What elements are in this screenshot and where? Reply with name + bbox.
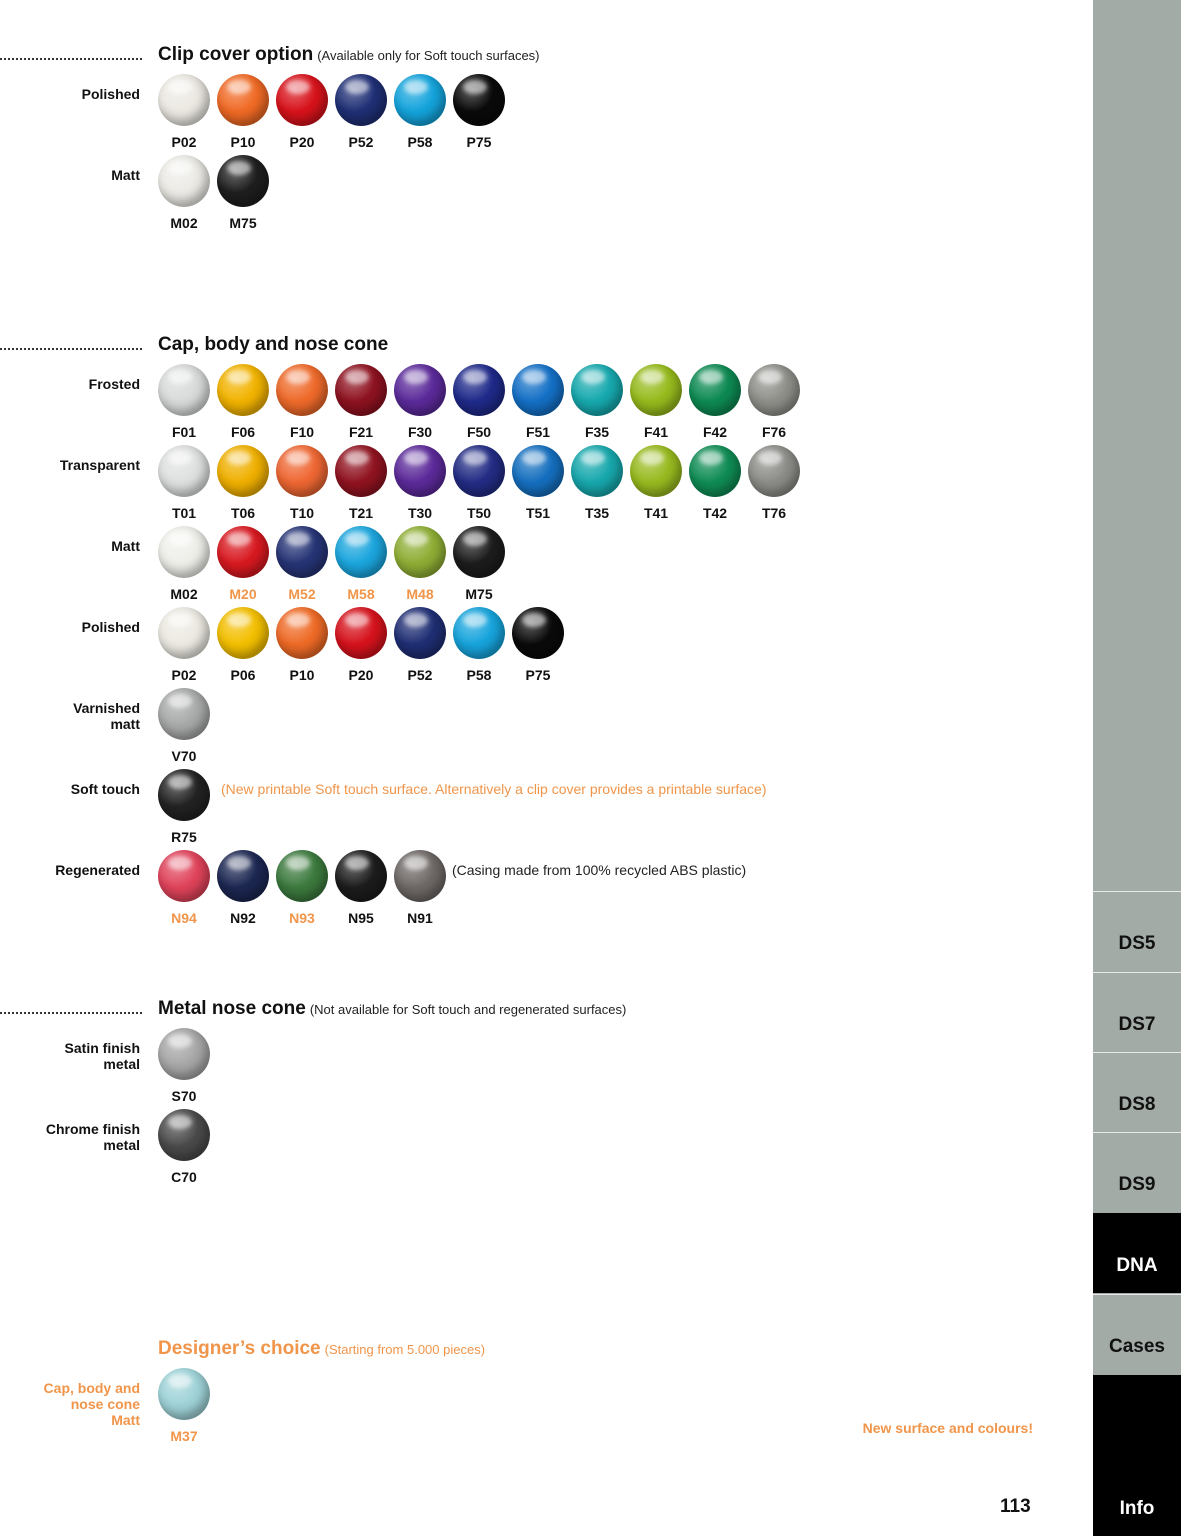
color-code: F51 <box>525 424 551 440</box>
dotted-leader <box>0 348 142 350</box>
row-note: (Casing made from 100% recycled ABS plastic) <box>452 862 747 878</box>
color-ball <box>453 445 505 497</box>
tab-label: DS5 <box>1118 933 1156 954</box>
color-code: P06 <box>230 667 256 683</box>
color-swatch-n94 <box>158 850 217 926</box>
color-swatch-p10 <box>276 607 335 683</box>
color-code: N94 <box>171 910 197 926</box>
color-code: P52 <box>348 134 374 150</box>
section-title: Cap, body and nose cone <box>158 334 389 355</box>
color-swatch-t50 <box>453 445 512 521</box>
swatch-list <box>158 445 807 521</box>
color-code: F50 <box>466 424 492 440</box>
color-ball <box>748 445 800 497</box>
color-ball <box>335 74 387 126</box>
color-swatch-m20 <box>217 526 276 602</box>
color-code: M37 <box>170 1428 198 1444</box>
color-code: F41 <box>643 424 669 440</box>
color-swatch-p10 <box>217 74 276 150</box>
row-label: Transparent <box>59 457 140 473</box>
color-ball <box>335 850 387 902</box>
color-code: P10 <box>230 134 256 150</box>
color-code: P20 <box>289 134 315 150</box>
section-heading <box>158 334 388 356</box>
color-code: N91 <box>407 910 433 926</box>
color-ball <box>217 74 269 126</box>
color-code: P58 <box>407 134 433 150</box>
color-code: P02 <box>171 667 197 683</box>
dotted-leader <box>0 1012 142 1014</box>
color-swatch-f42 <box>689 364 748 440</box>
color-swatch-n92 <box>217 850 276 926</box>
tab-label: Info <box>1119 1498 1155 1519</box>
color-swatch-p20 <box>276 74 335 150</box>
color-swatch-m37 <box>158 1368 217 1444</box>
color-code: F76 <box>761 424 787 440</box>
color-swatch-c70 <box>158 1109 217 1185</box>
swatch-list <box>158 1109 217 1185</box>
color-swatch-p06 <box>217 607 276 683</box>
color-code: M02 <box>170 586 198 602</box>
color-swatch-f35 <box>571 364 630 440</box>
color-ball <box>453 526 505 578</box>
section-title: Clip cover option <box>158 44 314 65</box>
color-ball <box>276 850 328 902</box>
color-swatch-f41 <box>630 364 689 440</box>
color-code: N95 <box>348 910 374 926</box>
color-code: P58 <box>466 667 492 683</box>
tab-dna[interactable] <box>1093 1213 1181 1293</box>
row-label: Regenerated <box>55 862 140 878</box>
color-code: M20 <box>229 586 257 602</box>
color-ball <box>394 850 446 902</box>
swatch-list <box>158 850 453 926</box>
color-ball <box>158 769 210 821</box>
color-swatch-t21 <box>335 445 394 521</box>
tab-ds5[interactable] <box>1093 891 1181 971</box>
color-ball <box>689 364 741 416</box>
color-code: T01 <box>171 505 197 521</box>
color-ball <box>335 445 387 497</box>
color-code: N93 <box>289 910 315 926</box>
color-code: M02 <box>170 215 198 231</box>
tab-label: DS7 <box>1118 1014 1156 1035</box>
color-ball <box>158 850 210 902</box>
row-label: Soft touch <box>70 781 140 797</box>
row-label: Polished <box>81 86 140 102</box>
color-code: T21 <box>348 505 374 521</box>
color-code: M48 <box>406 586 434 602</box>
color-code: P52 <box>407 667 433 683</box>
color-swatch-m58 <box>335 526 394 602</box>
color-ball <box>689 445 741 497</box>
color-swatch-f51 <box>512 364 571 440</box>
color-swatch-f76 <box>748 364 807 440</box>
row-label: Matt <box>111 538 140 554</box>
color-code: T35 <box>584 505 610 521</box>
color-code: T41 <box>643 505 669 521</box>
tab-label: DNA <box>1116 1255 1158 1276</box>
color-code: P75 <box>466 134 492 150</box>
color-code: T06 <box>230 505 256 521</box>
color-swatch-f01 <box>158 364 217 440</box>
row-label: Satin finish metal <box>64 1040 140 1072</box>
section-title: Metal nose cone <box>158 998 306 1019</box>
section-title: Designer’s choice <box>158 1338 321 1359</box>
color-swatch-m48 <box>394 526 453 602</box>
tab-label: Cases <box>1109 1336 1165 1357</box>
color-ball <box>276 445 328 497</box>
tab-ds8[interactable] <box>1093 1052 1181 1132</box>
color-ball <box>453 74 505 126</box>
color-ball <box>335 607 387 659</box>
tab-cases[interactable] <box>1093 1294 1181 1374</box>
color-swatch-f21 <box>335 364 394 440</box>
color-ball <box>217 526 269 578</box>
tab-label: DS8 <box>1118 1094 1156 1115</box>
color-swatch-n95 <box>335 850 394 926</box>
color-swatch-p02 <box>158 74 217 150</box>
dotted-leader <box>0 58 142 60</box>
color-swatch-m52 <box>276 526 335 602</box>
tab-info[interactable] <box>1093 1375 1181 1536</box>
section-note: (Available only for Soft touch surfaces) <box>317 48 540 63</box>
color-ball <box>158 364 210 416</box>
color-code: F21 <box>348 424 374 440</box>
row-note: (New printable Soft touch surface. Alternatively a clip cover provides a printable surface) <box>221 781 767 797</box>
color-ball <box>158 74 210 126</box>
color-ball <box>217 364 269 416</box>
color-swatch-t01 <box>158 445 217 521</box>
color-code: P02 <box>171 134 197 150</box>
swatch-list <box>158 1028 217 1104</box>
color-swatch-p58 <box>394 74 453 150</box>
color-code: P20 <box>348 667 374 683</box>
swatch-list <box>158 1368 217 1444</box>
swatch-list <box>158 74 512 150</box>
swatch-row <box>0 862 1090 943</box>
color-swatch-p52 <box>335 74 394 150</box>
color-swatch-p58 <box>453 607 512 683</box>
color-ball <box>630 445 682 497</box>
color-swatch-p75 <box>453 74 512 150</box>
color-swatch-p20 <box>335 607 394 683</box>
row-label: Varnished matt <box>73 700 140 732</box>
color-ball <box>158 1028 210 1080</box>
row-label: Frosted <box>88 376 140 392</box>
color-swatch-p52 <box>394 607 453 683</box>
color-ball <box>748 364 800 416</box>
color-swatch-p02 <box>158 607 217 683</box>
row-label: Polished <box>81 619 140 635</box>
color-ball <box>394 74 446 126</box>
color-ball <box>512 364 564 416</box>
color-code: C70 <box>171 1169 197 1185</box>
color-swatch-p75 <box>512 607 571 683</box>
color-ball <box>394 445 446 497</box>
color-ball <box>394 364 446 416</box>
section-heading <box>158 44 540 66</box>
color-ball <box>512 607 564 659</box>
swatch-row <box>0 167 1090 248</box>
color-swatch-v70 <box>158 688 217 764</box>
color-ball <box>217 607 269 659</box>
color-ball <box>335 364 387 416</box>
color-swatch-t35 <box>571 445 630 521</box>
color-ball <box>335 526 387 578</box>
color-ball <box>394 526 446 578</box>
swatch-row <box>0 1121 1090 1202</box>
color-ball <box>276 364 328 416</box>
color-ball <box>217 850 269 902</box>
color-code: T30 <box>407 505 433 521</box>
color-code: M58 <box>347 586 375 602</box>
color-code: M75 <box>465 586 493 602</box>
color-ball <box>158 526 210 578</box>
color-code: F42 <box>702 424 728 440</box>
color-ball <box>453 607 505 659</box>
tab-label: DS9 <box>1118 1174 1156 1195</box>
color-swatch-s70 <box>158 1028 217 1104</box>
color-ball <box>158 1368 210 1420</box>
color-ball <box>512 445 564 497</box>
color-swatch-t06 <box>217 445 276 521</box>
color-code: F01 <box>171 424 197 440</box>
color-ball <box>217 445 269 497</box>
color-swatch-n93 <box>276 850 335 926</box>
color-ball <box>158 445 210 497</box>
color-code: F10 <box>289 424 315 440</box>
row-label: Matt <box>111 167 140 183</box>
section-heading <box>158 998 626 1020</box>
swatch-list <box>158 607 571 683</box>
color-swatch-m75 <box>217 155 276 231</box>
color-swatch-t30 <box>394 445 453 521</box>
color-ball <box>453 364 505 416</box>
color-swatch-t76 <box>748 445 807 521</box>
swatch-list <box>158 526 512 602</box>
color-swatch-f30 <box>394 364 453 440</box>
color-code: R75 <box>171 829 197 845</box>
section-heading <box>158 1338 485 1360</box>
color-ball <box>394 607 446 659</box>
color-swatch-f50 <box>453 364 512 440</box>
color-swatch-f06 <box>217 364 276 440</box>
color-swatch-t41 <box>630 445 689 521</box>
row-label: Cap, body and nose cone Matt <box>43 1380 140 1428</box>
color-code: V70 <box>171 748 197 764</box>
color-ball <box>571 445 623 497</box>
swatch-list <box>158 688 217 764</box>
color-ball <box>158 1109 210 1161</box>
swatch-list <box>158 364 807 440</box>
tab-ds7[interactable] <box>1093 972 1181 1052</box>
swatch-list <box>158 769 217 845</box>
color-code: M52 <box>288 586 316 602</box>
color-swatch-r75 <box>158 769 217 845</box>
row-label: Chrome finish metal <box>45 1121 140 1153</box>
color-code: F35 <box>584 424 610 440</box>
color-code: T42 <box>702 505 728 521</box>
sidebar <box>1093 0 1181 1536</box>
page-number: 113 <box>1000 1496 1031 1517</box>
color-code: T50 <box>466 505 492 521</box>
color-ball <box>630 364 682 416</box>
color-code: P10 <box>289 667 315 683</box>
color-swatch-n91 <box>394 850 453 926</box>
color-ball <box>158 607 210 659</box>
new-surface-note: New surface and colours! <box>862 1420 1033 1436</box>
color-swatch-m02 <box>158 155 217 231</box>
color-swatch-t10 <box>276 445 335 521</box>
color-swatch-t51 <box>512 445 571 521</box>
color-ball <box>571 364 623 416</box>
color-code: T10 <box>289 505 315 521</box>
color-swatch-t42 <box>689 445 748 521</box>
tab-ds9[interactable] <box>1093 1132 1181 1212</box>
color-code: P75 <box>525 667 551 683</box>
color-code: F30 <box>407 424 433 440</box>
color-ball <box>158 688 210 740</box>
color-swatch-m02 <box>158 526 217 602</box>
color-swatch-m75 <box>453 526 512 602</box>
section-note: (Not available for Soft touch and regenerated surfaces) <box>309 1002 627 1017</box>
color-code: S70 <box>171 1088 197 1104</box>
color-code: T51 <box>525 505 551 521</box>
color-swatch-f10 <box>276 364 335 440</box>
color-code: F06 <box>230 424 256 440</box>
swatch-list <box>158 155 276 231</box>
color-ball <box>276 607 328 659</box>
color-ball <box>158 155 210 207</box>
color-ball <box>276 526 328 578</box>
color-code: M75 <box>229 215 257 231</box>
section-note: (Starting from 5.000 pieces) <box>324 1342 486 1357</box>
color-code: N92 <box>230 910 256 926</box>
color-ball <box>217 155 269 207</box>
color-code: T76 <box>761 505 787 521</box>
color-ball <box>276 74 328 126</box>
